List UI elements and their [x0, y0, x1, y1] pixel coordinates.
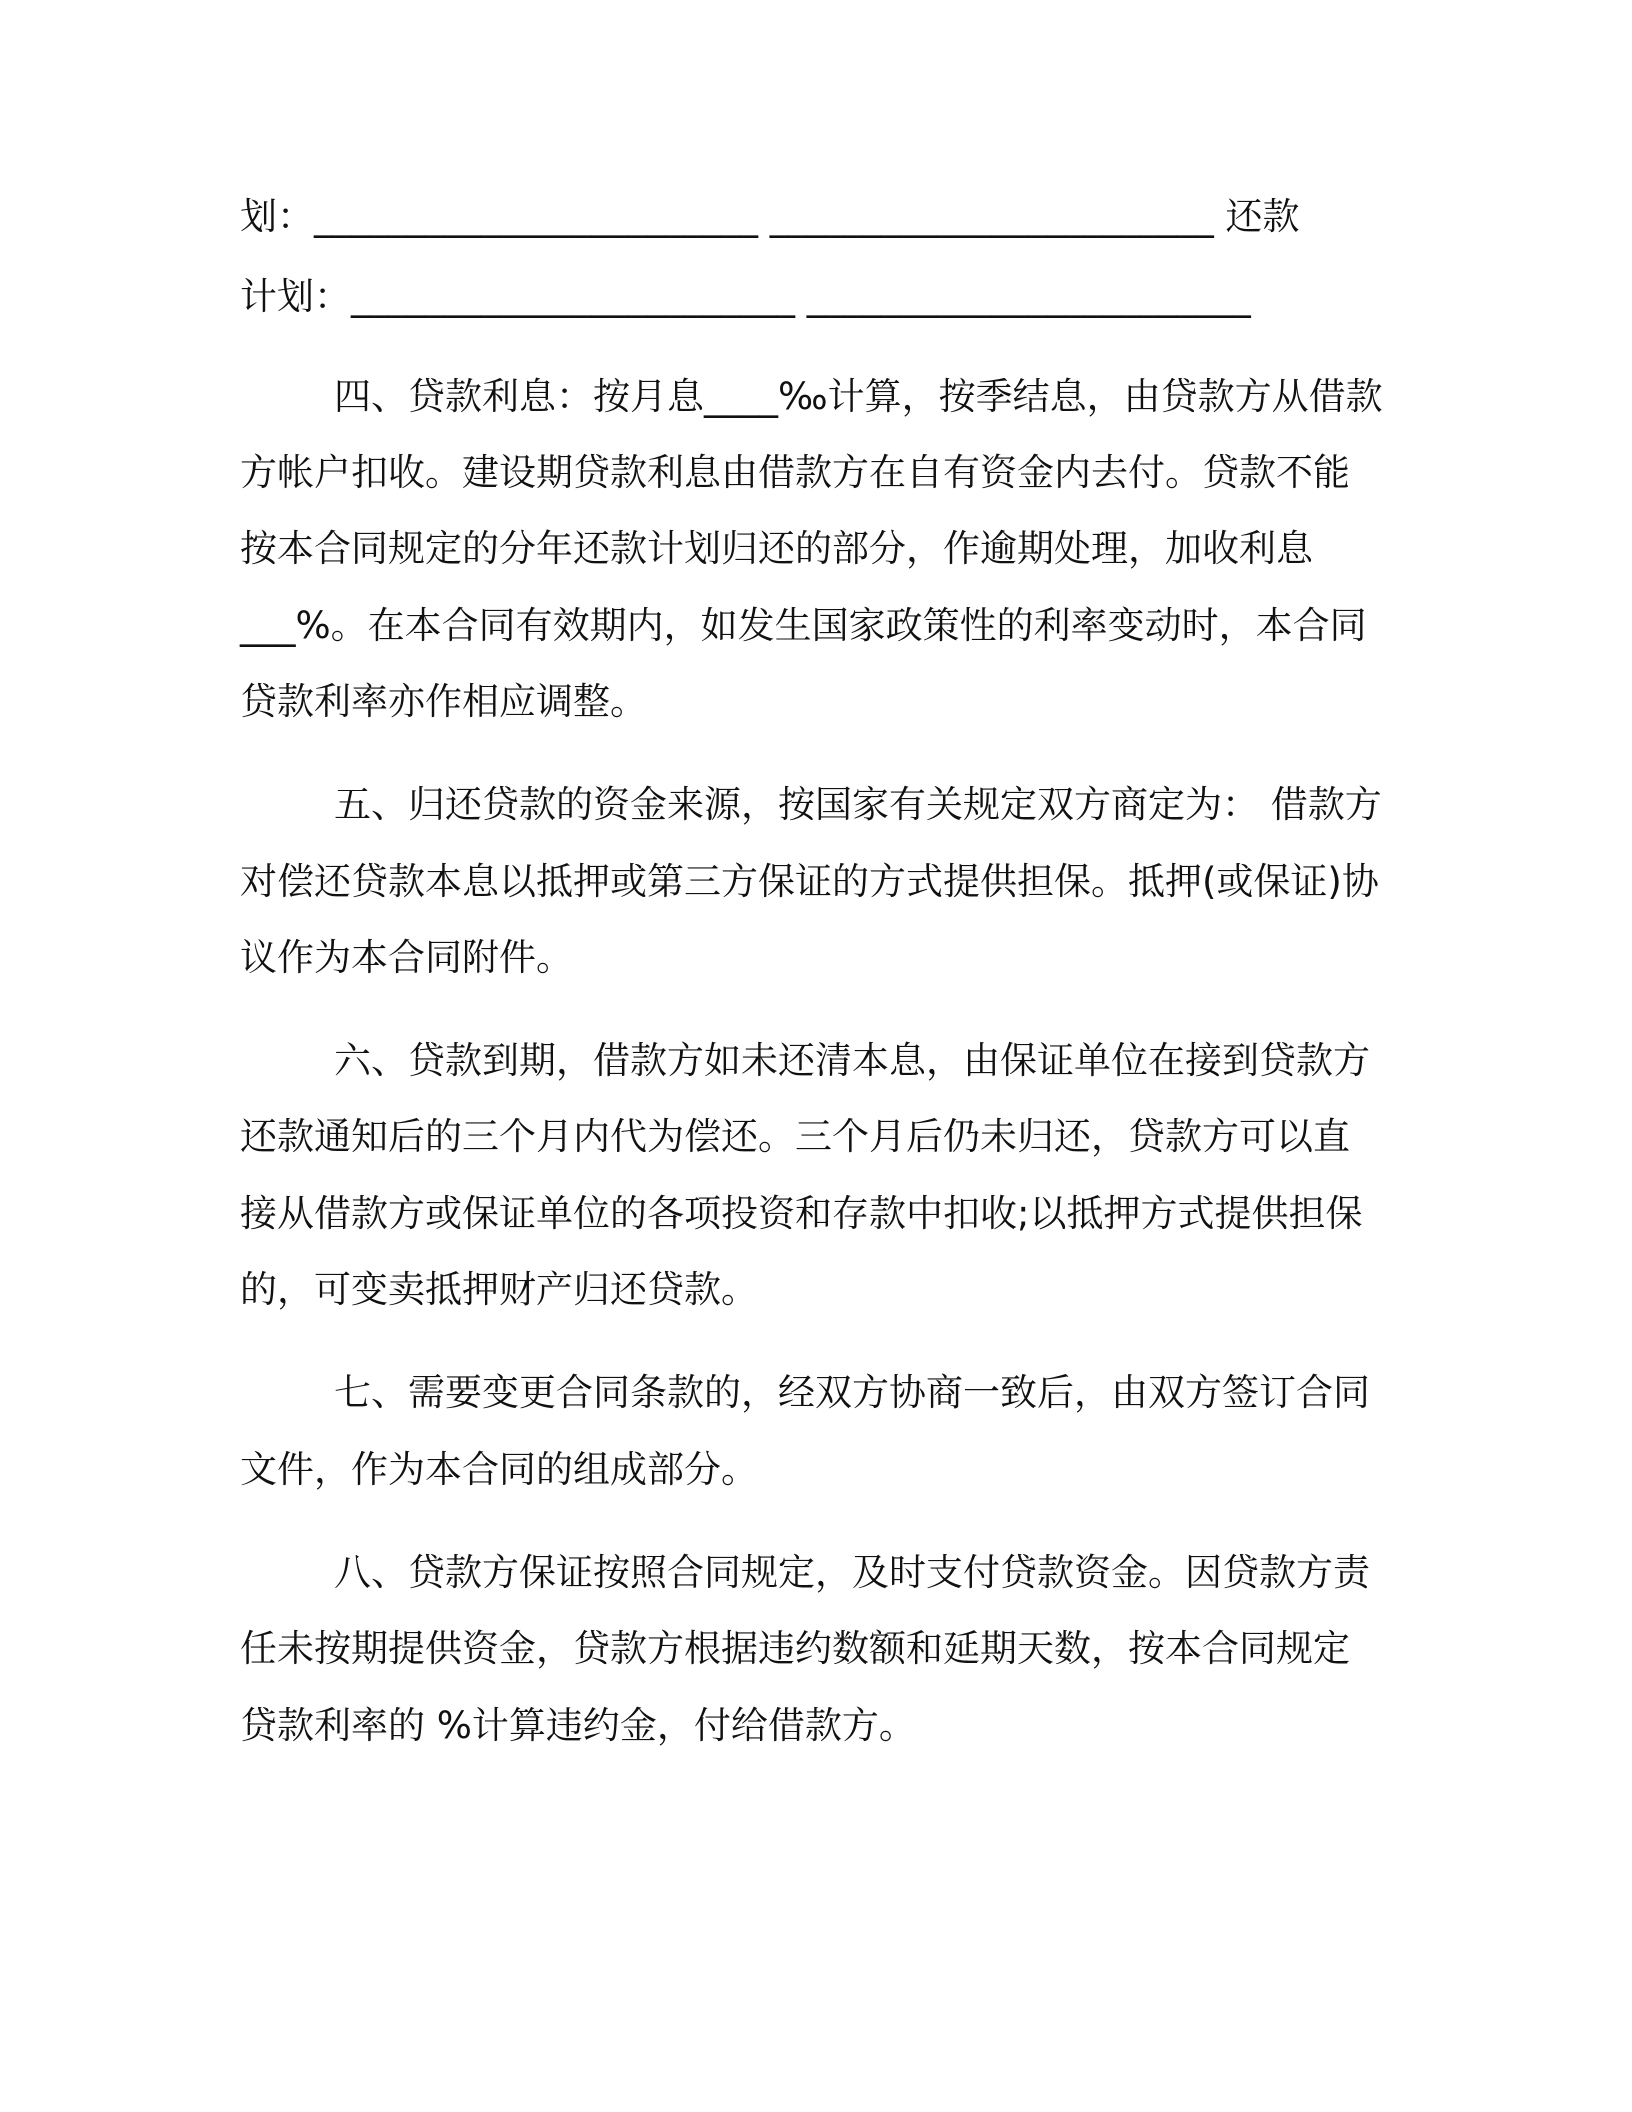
text-line: 对偿还贷款本息以抵押或第三方保证的方式提供担保。抵押(或保证)协	[240, 860, 1379, 903]
text-line: 文件，作为本合同的组成部分。	[240, 1448, 758, 1491]
text-line: 的，可变卖抵押财产归还贷款。	[240, 1268, 758, 1311]
text-line: 划：________________________ ________________________ 还款	[240, 195, 1300, 238]
text-line: 计划：________________________ ________________________	[240, 275, 1251, 318]
clause-4-heading-line: 四、贷款利息：按月息____‰计算，按季结息，由贷款方从借款	[334, 375, 1383, 418]
clause-8-heading-line: 八、贷款方保证按照合同规定，及时支付贷款资金。因贷款方责	[334, 1551, 1370, 1594]
clause-6-heading-line: 六、贷款到期，借款方如未还清本息，由保证单位在接到贷款方	[334, 1039, 1370, 1082]
text-line: 按本合同规定的分年还款计划归还的部分，作逾期处理，加收利息	[240, 527, 1313, 570]
text-line: 接从借款方或保证单位的各项投资和存款中扣收;以抵押方式提供担保	[240, 1192, 1363, 1235]
clause-7-heading-line: 七、需要变更合同条款的，经双方协商一致后，由双方签订合同	[334, 1371, 1370, 1414]
clause-5-heading-line: 五、归还贷款的资金来源，按国家有关规定双方商定为： 借款方	[334, 783, 1382, 826]
text-line: 贷款利率的 %计算违约金，付给借款方。	[240, 1704, 916, 1747]
text-line: 议作为本合同附件。	[240, 936, 573, 979]
text-line: ___%。在本合同有效期内，如发生国家政策性的利率变动时，本合同	[240, 604, 1367, 647]
text-line: 贷款利率亦作相应调整。	[240, 680, 647, 723]
text-line: 方帐户扣收。建设期贷款利息由借款方在自有资金内去付。贷款不能	[240, 451, 1350, 494]
text-line: 任未按期提供资金，贷款方根据违约数额和延期天数，按本合同规定	[240, 1627, 1350, 1670]
text-line: 还款通知后的三个月内代为偿还。三个月后仍未归还，贷款方可以直	[240, 1115, 1350, 1158]
